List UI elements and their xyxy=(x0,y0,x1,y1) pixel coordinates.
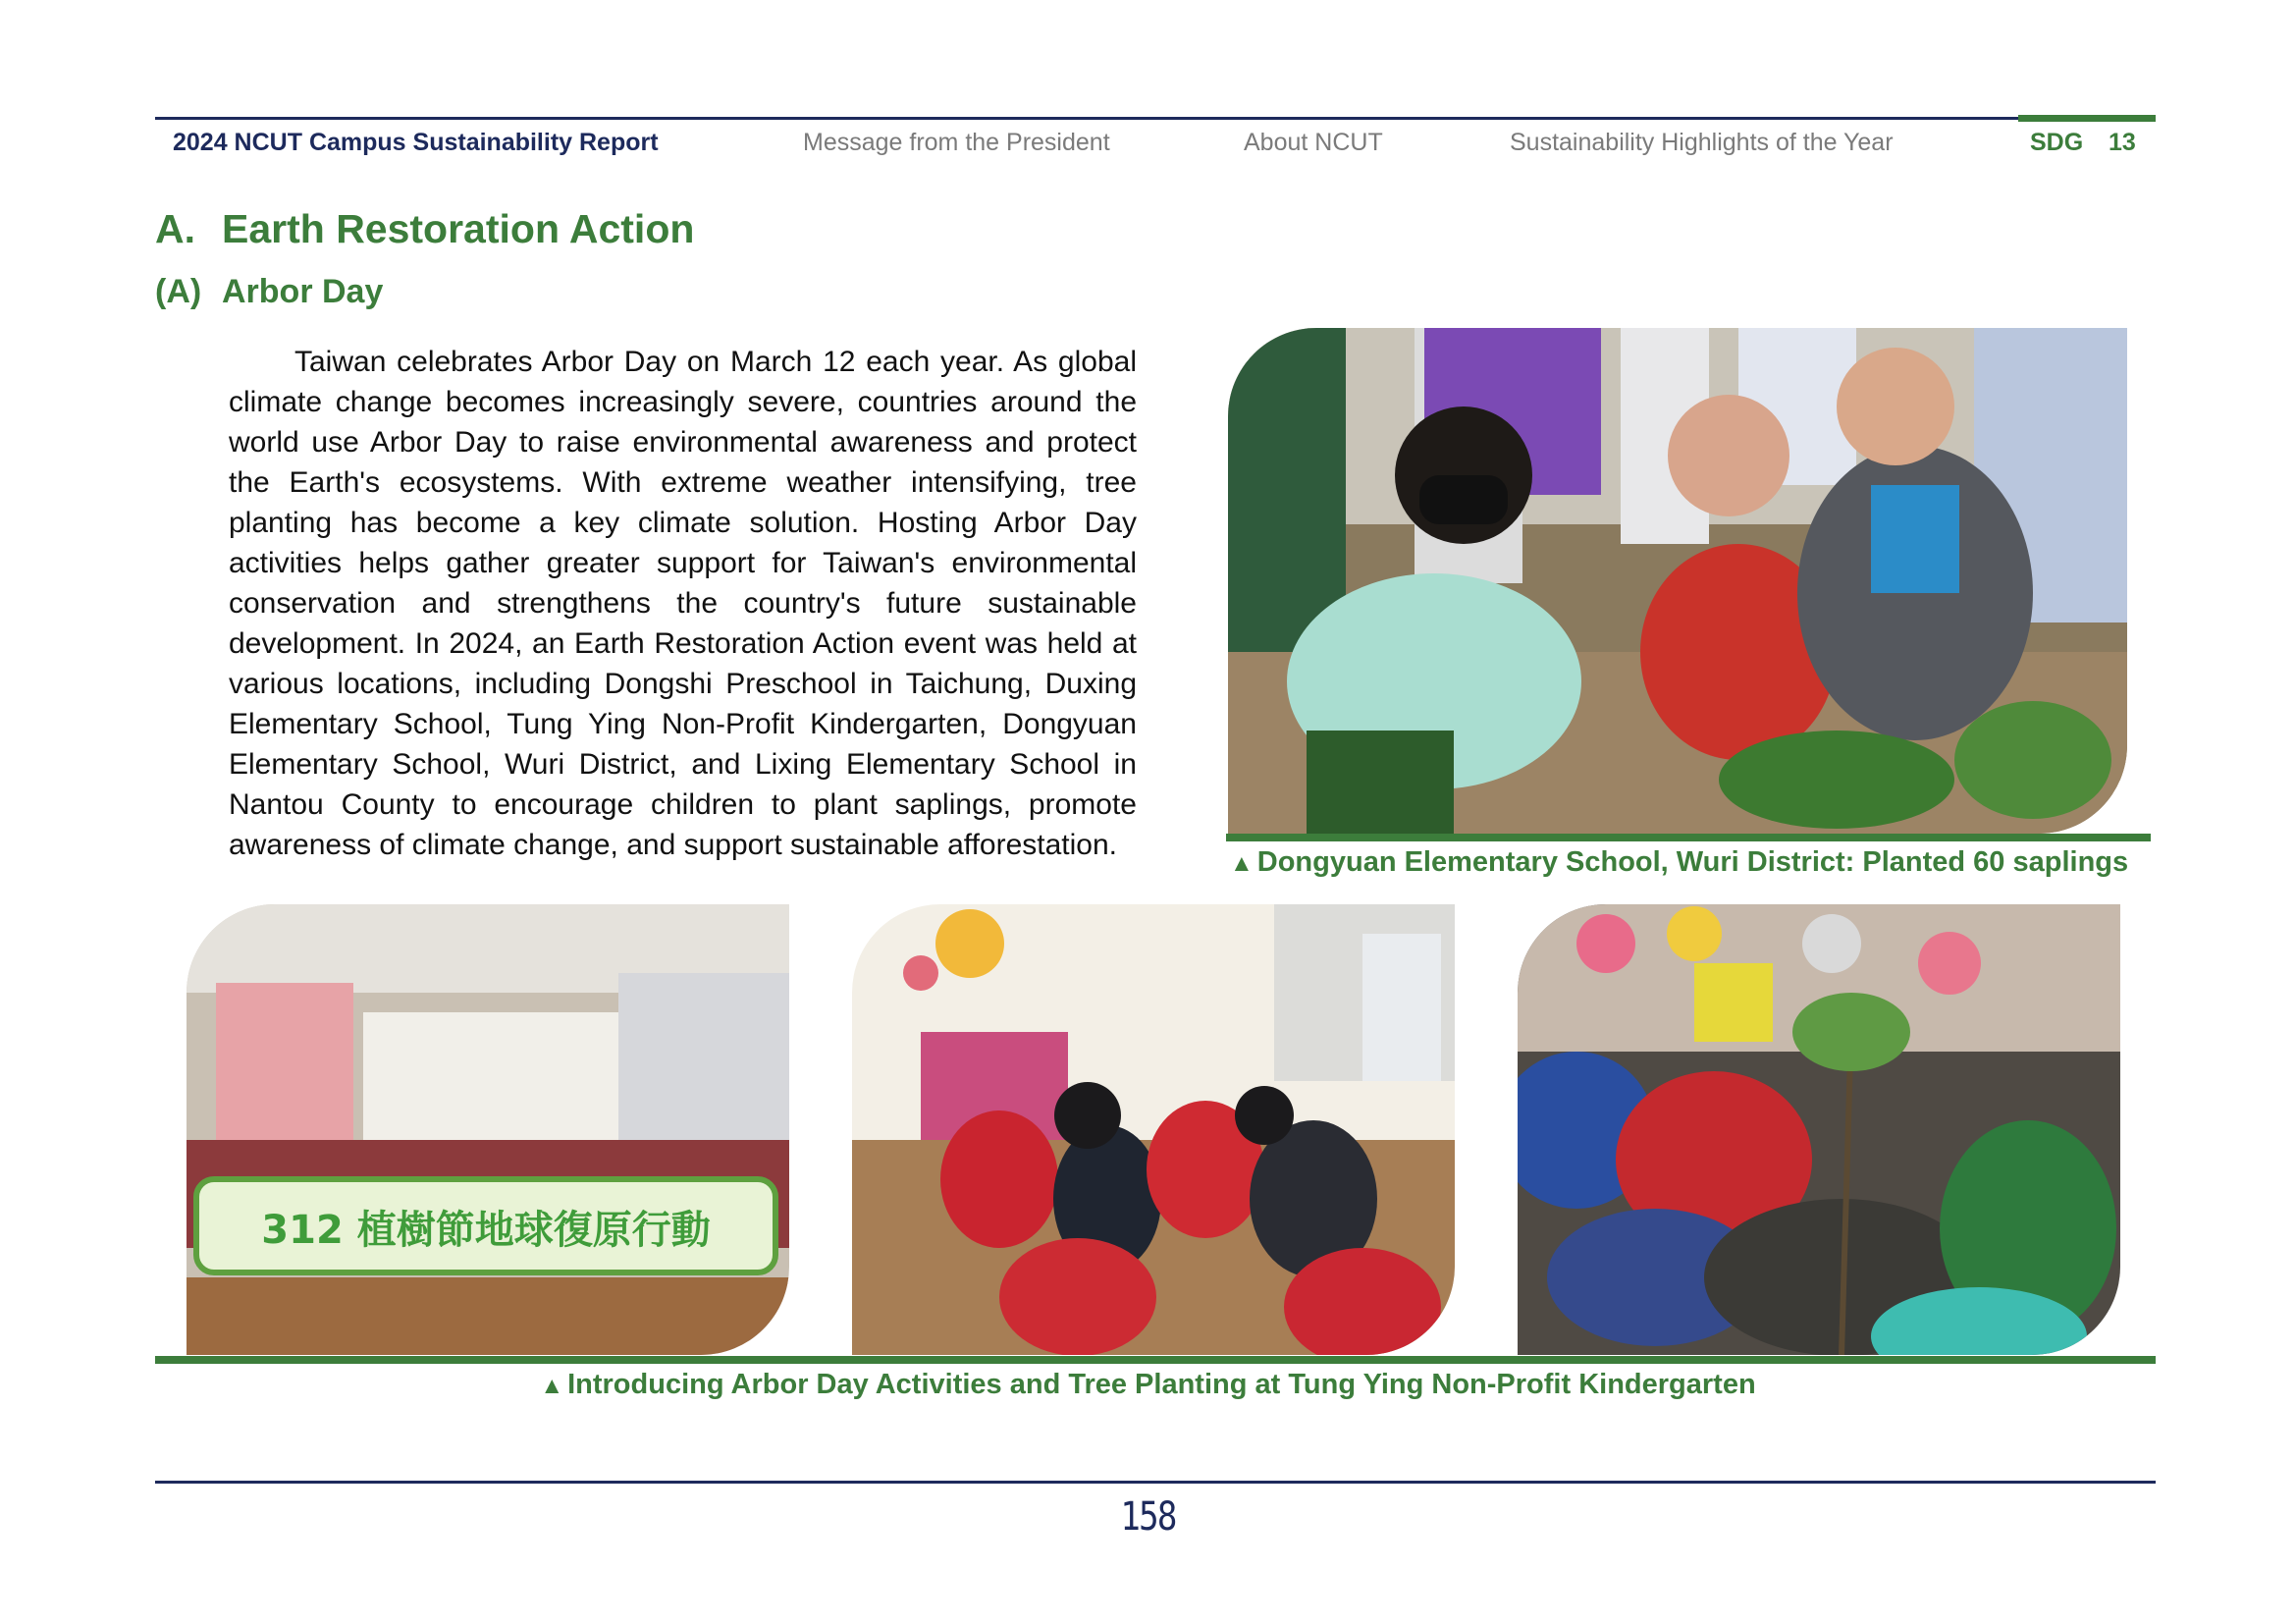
subsection-heading xyxy=(155,273,383,311)
section-title: Earth Restoration Action xyxy=(222,206,695,251)
header-rule xyxy=(155,117,2018,120)
caption-rule-main xyxy=(1226,834,2151,841)
nav-sustainability-highlights[interactable]: Sustainability Highlights of the Year xyxy=(1510,129,1894,156)
nav-about-ncut[interactable]: About NCUT xyxy=(1244,129,1383,156)
sdg-label[interactable]: SDG xyxy=(2030,129,2084,156)
caption-rule-bottom xyxy=(155,1356,2156,1364)
caption-main-text: Dongyuan Elementary School, Wuri District: Planted 60 saplings xyxy=(1256,846,2129,878)
sdg-number[interactable]: 13 xyxy=(2109,129,2136,156)
nav-message-from-president[interactable]: Message from the President xyxy=(803,129,1110,156)
caption-bottom-text: Introducing Arbor Day Activities and Tree Planting at Tung Ying Non-Profit Kindergarten xyxy=(567,1369,1756,1400)
caption-bottom-photos xyxy=(0,1369,2296,1401)
header-sdg-accent-rule xyxy=(2018,115,2156,122)
photo-dongyuan-planting xyxy=(1228,328,2127,834)
report-title: 2024 NCUT Campus Sustainability Report xyxy=(173,129,659,156)
photo-tree-planting xyxy=(1518,904,2120,1355)
page-number: 158 xyxy=(1120,1494,1176,1540)
subsection-title: Arbor Day xyxy=(222,273,384,310)
caption-main-photo xyxy=(1230,846,2128,879)
banner-text: 312 植樹節地球復原行動 xyxy=(261,1208,711,1253)
photo-group-banner xyxy=(187,904,789,1355)
section-marker: A. xyxy=(155,206,195,251)
footer-rule xyxy=(155,1481,2156,1484)
section-heading xyxy=(155,206,694,252)
subsection-marker: (A) xyxy=(155,273,202,310)
photo-classroom-activity xyxy=(852,904,1455,1355)
caption-triangle-icon: ▲ xyxy=(540,1373,564,1399)
caption-triangle-icon: ▲ xyxy=(1230,850,1254,877)
body-paragraph: Taiwan celebrates Arbor Day on March 12 each year. As global climate change becomes increasingly severe, countries around the world use Arbor Day to raise environmental awareness and protect the Earth's ecosystems. With extreme weather intensifying, tree planting has become a key climate solution. Hosting Arbor Day activities helps gather greater support for Taiwan's environmental conservation and strengthens the country's future sustainable development. In 2024, an Earth Restoration Action event was held at various locations, including Dongshi Preschool in Taichung, Duxing Elementary School, Tung Ying Non-Profit Kindergarten, Dongyuan Elementary School, Wuri District, and Lixing Elementary School in Nantou County to encourage children to plant saplings, promote awareness of climate change, and support sustainable afforestation. xyxy=(229,346,1137,861)
